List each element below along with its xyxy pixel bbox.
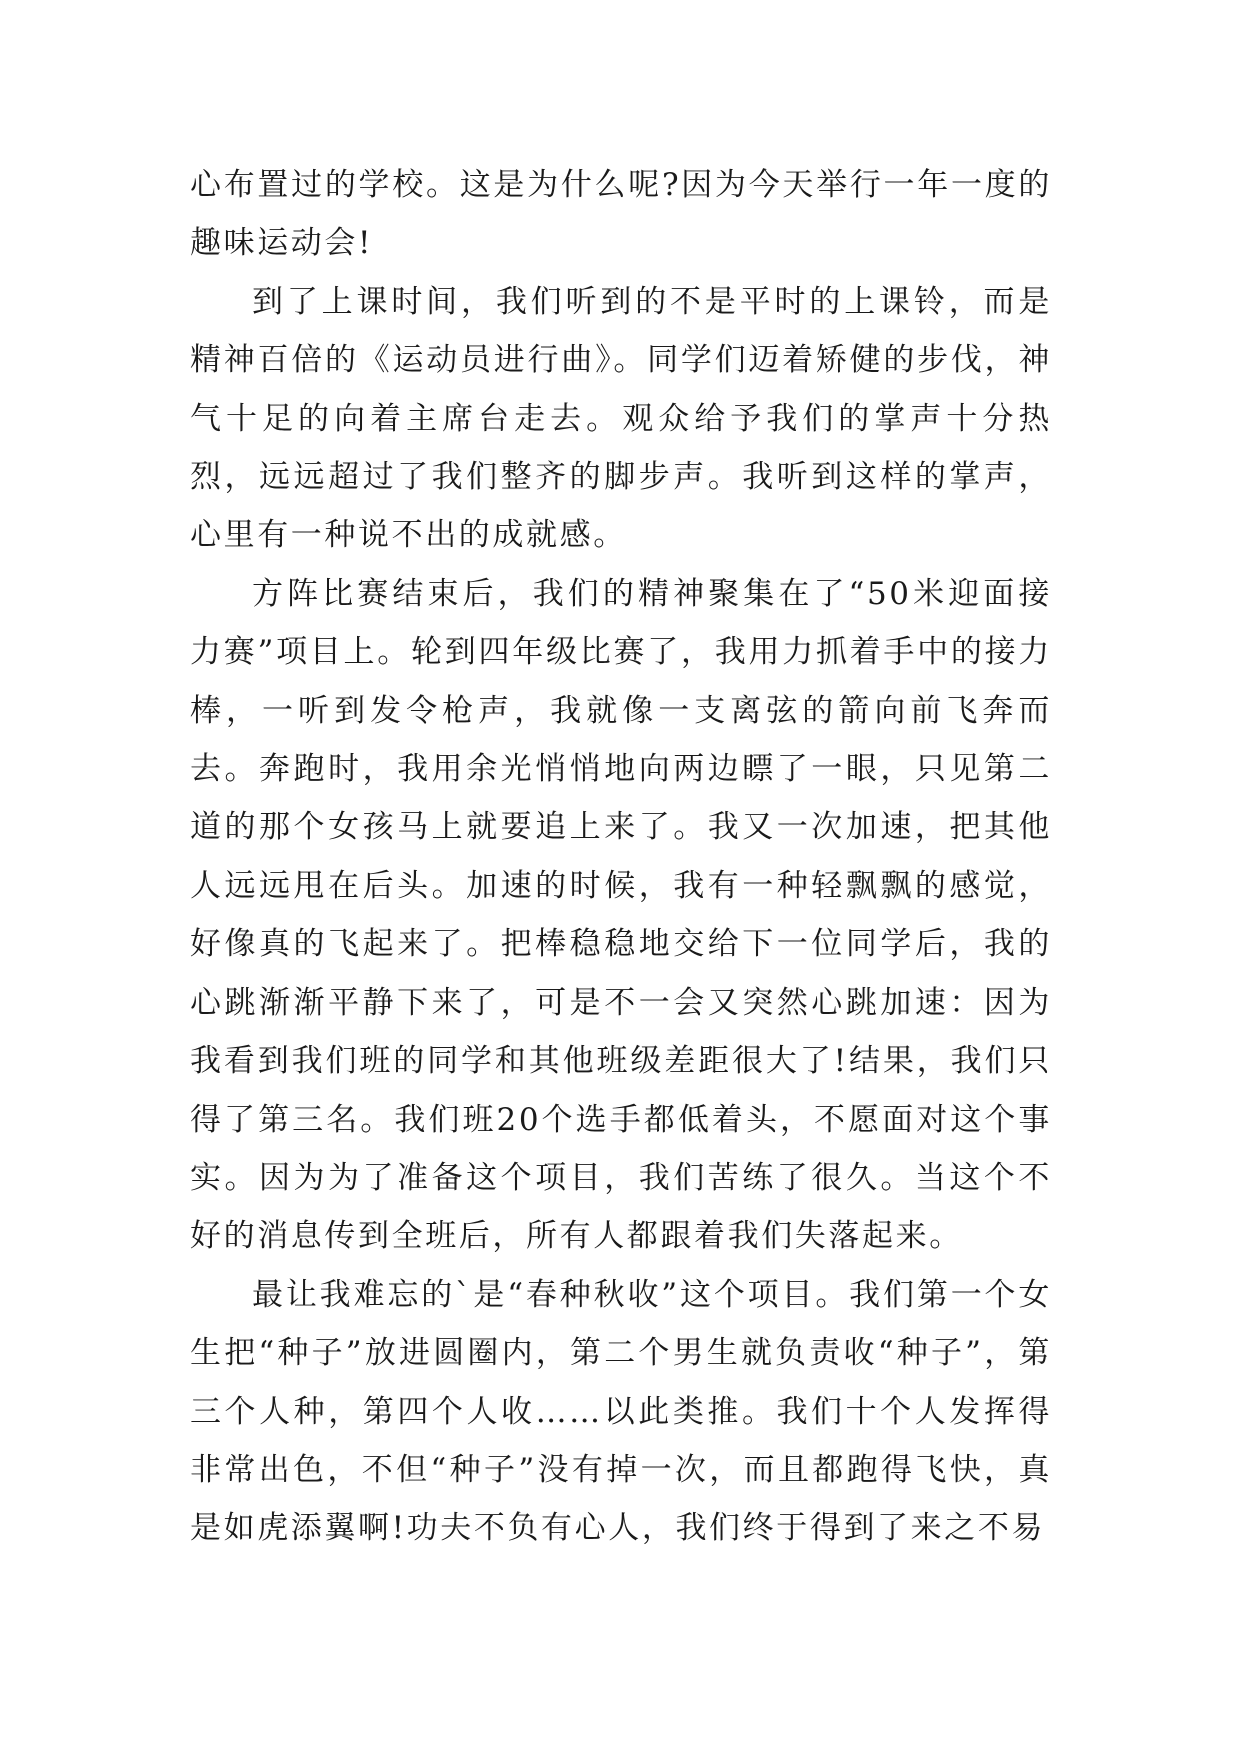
paragraph-relay-race: 方阵比赛结束后，我们的精神聚集在了“50米迎面接力赛”项目上。轮到四年级比赛了，我用力抓着手中的接力棒，一听到发令枪声，我就像一支离弦的箭向前飞奔而去。奔跑时，我用余光悄悄地向两边瞟了一眼，只见第二道的那个女孩马上就要追上来了。我又一次加速，把其他人远远甩在后头。加速的时候，我有一种轻飘飘的感觉，好像真的飞起来了。把棒稳稳地交给下一位同学后，我的心跳渐渐平静下来了，可是不一会又突然心跳加速：因为我看到我们班的同学和其他班级差距很大了!结果，我们只得了第三名。我们班20个选手都低着头，不愿面对这个事实。因为为了准备这个项目，我们苦练了很久。当这个不好的消息传到全班后，所有人都跟着我们失落起来。 bbox=[190, 575, 1052, 1255]
paragraph-continued: 心布置过的学校。这是为什么呢?因为今天举行一年一度的趣味运动会! bbox=[190, 167, 1052, 262]
body-text bbox=[190, 156, 1052, 1558]
paragraph-class-bell: 到了上课时间，我们听到的不是平时的上课铃，而是精神百倍的《运动员进行曲》。同学们迈着矫健的步伐，神气十足的向着主席台走去。观众给予我们的掌声十分热烈，远远超过了我们整齐的脚步声。我听到这样的掌声，心里有一种说不出的成就感。 bbox=[190, 283, 1052, 554]
paragraph-spring-autumn: 最让我难忘的`是“春种秋收”这个项目。我们第一个女生把“种子”放进圆圈内，第二个男生就负责收“种子”，第三个人种，第四个人收……以此类推。我们十个人发挥得非常出色，不但“种子”没有掉一次，而且都跑得飞快，真是如虎添翼啊!功夫不负有心人，我们终于得到了来之不易 bbox=[190, 1276, 1052, 1547]
